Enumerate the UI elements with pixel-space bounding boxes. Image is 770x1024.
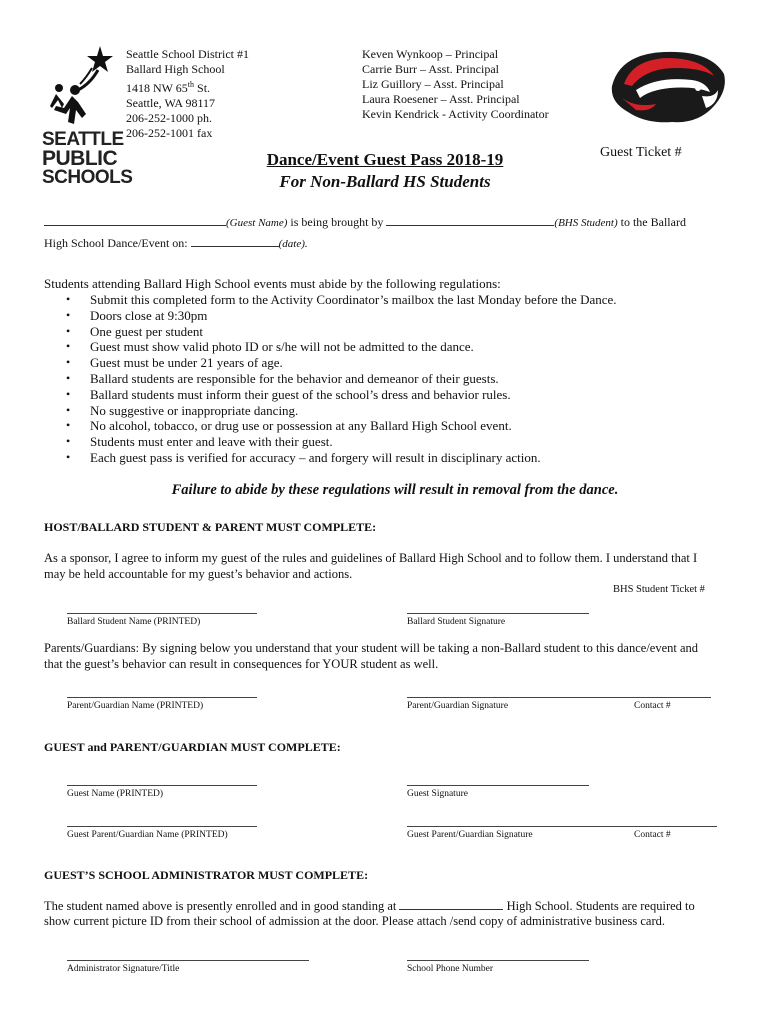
staff-principal: Keven Wynkoop – Principal: [362, 47, 499, 61]
parents-consent-text: Parents/Guardians: By signing below you understand that your student will be taking a non-Ballard student to this dance/event and that the guest’s behavior can result in consequences for YOUR student as well.: [44, 641, 699, 671]
staff-asst-principal-2: Liz Guillory – Asst. Principal: [362, 77, 504, 91]
guest-parent-name-caption: Guest Parent/Guardian Name (PRINTED): [67, 830, 228, 840]
sponsor-agreement-text: As a sponsor, I agree to inform my guest of the rules and guidelines of Ballard High School and to follow them. I understand that I may be held accountable for my guest’s behavior and actions.: [44, 551, 698, 581]
admin-signature-line[interactable]: [67, 960, 309, 961]
admin-text-start: The student named above is presently enrolled and in good standing at: [44, 899, 400, 913]
admin-text-line-1: [44, 898, 744, 915]
logo-word-seattle: SEATTLE: [42, 129, 124, 150]
guest-parent-signature-caption: Guest Parent/Guardian Signature: [407, 830, 533, 840]
rule-item: • No alcohol, tobacco, or drug use or possession at any Ballard High School event.: [44, 418, 744, 434]
student-name-line[interactable]: [67, 613, 257, 614]
document-title: Dance/Event Guest Pass 2018-19: [266, 150, 504, 169]
rule-item: • Students must enter and leave with their guest.: [44, 434, 744, 450]
guest-name-blank[interactable]: [44, 214, 226, 226]
staff-asst-principal-3: Laura Roesener – Asst. Principal: [362, 92, 520, 106]
event-date-prefix: High School Dance/Event on:: [44, 236, 191, 250]
guest-ticket-label: Guest Ticket #: [600, 145, 682, 160]
rule-item: • Submit this completed form to the Activity Coordinator’s mailbox the last Monday before the Dance.: [44, 292, 744, 308]
staff-asst-principal-1: Carrie Burr – Asst. Principal: [362, 62, 499, 76]
rule-item: • No suggestive or inappropriate dancing.: [44, 403, 744, 419]
parent-signature-caption: Parent/Guardian Signature: [407, 701, 509, 711]
star-figure-icon: [42, 44, 122, 128]
staff-list: [362, 47, 602, 122]
guest-signature-line[interactable]: [407, 785, 589, 786]
school-name: Ballard High School: [126, 62, 225, 76]
rule-item: • One guest per student: [44, 324, 744, 340]
beaver-mascot-icon: [606, 46, 730, 128]
rule-item: • Guest must show valid photo ID or s/he will not be admitted to the dance.: [44, 339, 744, 355]
admin-signature-caption: Administrator Signature/Title: [67, 964, 180, 974]
staff-activity-coordinator: Kevin Kendrick - Activity Coordinator: [362, 107, 549, 121]
school-address-block: [126, 47, 346, 141]
guest-parent-contact-caption: Contact #: [634, 830, 671, 840]
rules-list: [44, 292, 744, 466]
rule-item: • Ballard students are responsible for the behavior and demeanor of their guests.: [44, 371, 744, 387]
admin-text-line-2: show current picture ID from their school of admission at the door. Please attach /send copy of administrative business card.: [44, 914, 666, 928]
bhs-student-ticket-label: BHS Student Ticket #: [613, 584, 705, 595]
student-name-caption: Ballard Student Name (PRINTED): [67, 617, 201, 627]
parent-name-caption: Parent/Guardian Name (PRINTED): [67, 701, 204, 711]
rules-intro: Students attending Ballard High School events must abide by the following regulations:: [44, 276, 501, 291]
street-address: 1418 NW 65th St.: [126, 80, 211, 95]
host-section-heading: HOST/BALLARD STUDENT & PARENT MUST COMPLETE:: [44, 520, 377, 534]
guest-section-heading: GUEST and PARENT/GUARDIAN MUST COMPLETE:: [44, 740, 341, 754]
date-caption: (date).: [278, 238, 308, 250]
fax-number: 206-252-1001 fax: [126, 126, 213, 140]
guest-signature-caption: Guest Signature: [407, 789, 468, 799]
admin-section-heading: GUEST’S SCHOOL ADMINISTRATOR MUST COMPLETE:: [44, 868, 369, 882]
guest-name-print-caption: Guest Name (PRINTED): [67, 789, 164, 799]
rule-item: • Ballard students must inform their guest of the school’s dress and behavior rules.: [44, 387, 744, 403]
intro-line-1: [44, 214, 744, 231]
guest-name-caption: (Guest Name): [226, 217, 288, 229]
school-phone-caption: School Phone Number: [407, 964, 494, 974]
rule-item: • Guest must be under 21 years of age.: [44, 355, 744, 371]
bhs-student-caption: (BHS Student): [554, 217, 618, 229]
ballard-beaver-logo: [606, 46, 730, 128]
district-name: Seattle School District #1: [126, 47, 249, 61]
guest-name-line[interactable]: [67, 785, 257, 786]
intro-line-2: [44, 235, 744, 252]
phone-number: 206-252-1000 ph.: [126, 111, 212, 125]
student-signature-caption: Ballard Student Signature: [407, 617, 506, 627]
guest-parent-name-line[interactable]: [67, 826, 257, 827]
logo-word-public: PUBLIC: [42, 147, 118, 170]
to-ballard-text: to the Ballard: [617, 215, 686, 229]
rule-item: • Each guest pass is verified for accuracy – and forgery will result in disciplinary action.: [44, 450, 744, 466]
admin-text-end: High School. Students are required to: [503, 899, 695, 913]
school-phone-line[interactable]: [407, 960, 589, 961]
parent-name-line[interactable]: [67, 697, 257, 698]
parent-signature-line[interactable]: [407, 697, 711, 698]
rule-item: • Doors close at 9:30pm: [44, 308, 744, 324]
logo-word-schools: SCHOOLS: [42, 167, 133, 188]
event-date-blank[interactable]: [191, 235, 279, 247]
high-school-blank[interactable]: [399, 898, 503, 910]
document-subtitle: For Non-Ballard HS Students: [279, 172, 491, 191]
parent-contact-caption: Contact #: [634, 701, 671, 711]
warning-text: Failure to abide by these regulations will result in removal from the dance.: [171, 482, 619, 498]
city-state-zip: Seattle, WA 98117: [126, 96, 215, 110]
student-signature-line[interactable]: [407, 613, 589, 614]
guest-parent-signature-line[interactable]: [407, 826, 717, 827]
brought-by-text: is being brought by: [287, 215, 387, 229]
bhs-student-blank[interactable]: [386, 214, 554, 226]
